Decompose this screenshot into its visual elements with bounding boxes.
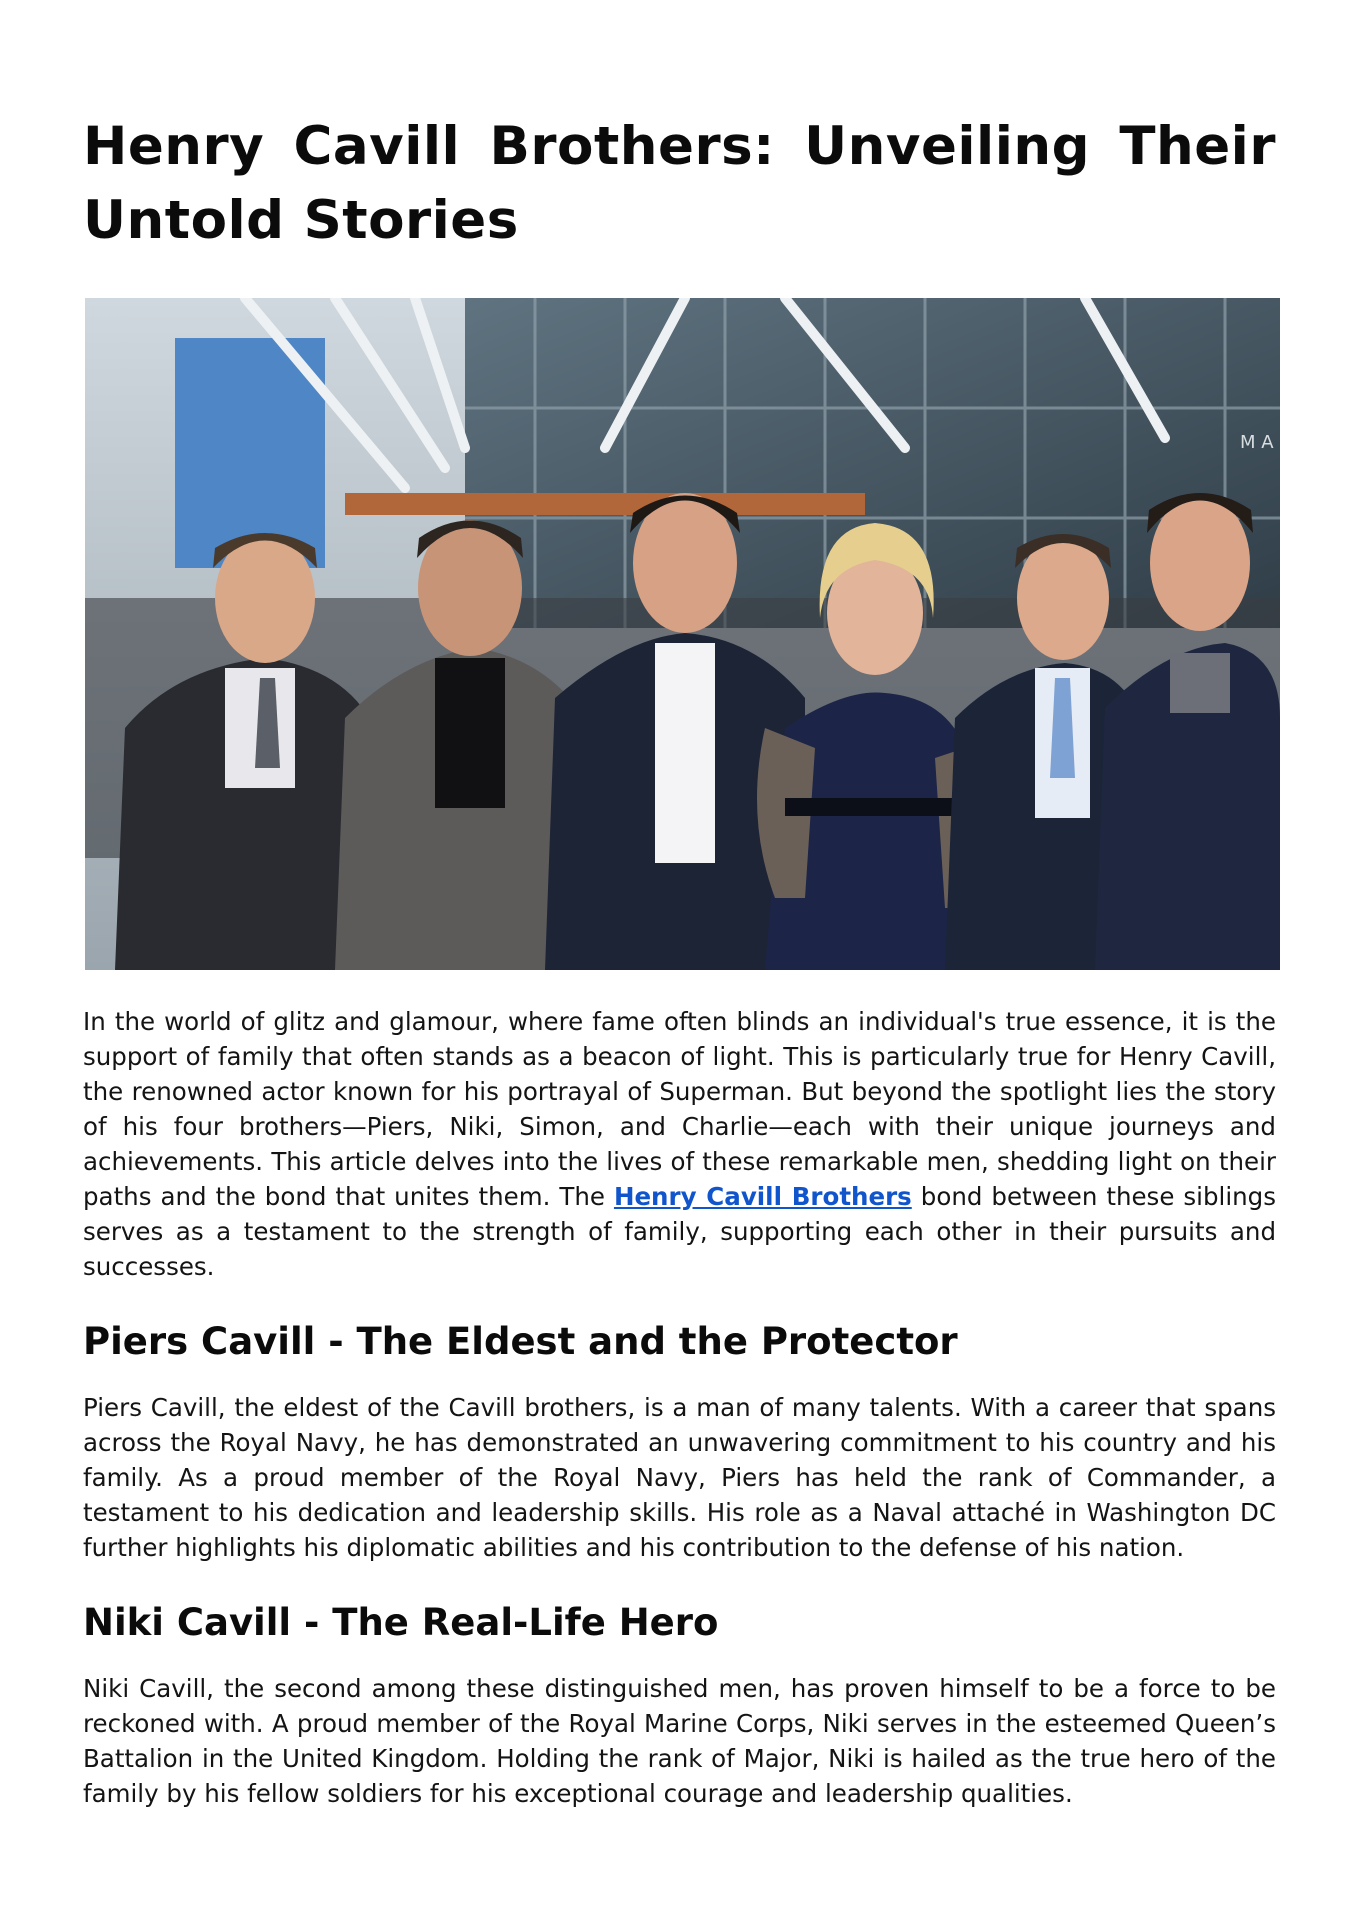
intro-text-before-link: In the world of glitz and glamour, where fame often blinds an individual's true essence, it is the support of family that often stands as a beacon of light. This is particularly true for Henry Cavill, the renowned actor known for his portrayal of Superman. But beyond the spotlight lies the story of his four brothers—Piers, Niki, Simon, and Charlie—each with their unique journeys and achievements. This article delves into the lives of these remarkable men, shedding light on their paths and the bond that unites them. The (83, 1007, 1276, 1211)
section-body-piers: Piers Cavill, the eldest of the Cavill brothers, is a man of many talents. With a career that spans across the Royal Navy, he has demonstrated an unwavering commitment to his country and his family. As a proud member of the Royal Navy, Piers has held the rank of Commander, a testament to his dedication and leadership skills. His role as a Naval attaché in Washington DC further highlights his diplomatic abilities and his contribution to the defense of his nation. (83, 1393, 1276, 1562)
hero-photo-illustration (85, 298, 1280, 970)
hero-photo (85, 298, 1280, 970)
section-heading-piers: Piers Cavill - The Eldest and the Protector (83, 1320, 958, 1363)
intro-paragraph (83, 1004, 1276, 1284)
section-body-niki: Niki Cavill, the second among these distinguished men, has proven himself to be a force to be reckoned with. A proud member of the Royal Marine Corps, Niki serves in the esteemed Queen’s Battalion in the United Kingdom. Holding the rank of Major, Niki is hailed as the true hero of the family by his fellow soldiers for his exceptional courage and leadership qualities. (83, 1674, 1276, 1808)
section-heading-niki: Niki Cavill - The Real-Life Hero (83, 1601, 719, 1644)
facade-letter: M A (1240, 432, 1274, 453)
article (83, 0, 1276, 1811)
intro-text-after-link: bond between these siblings serves as a testament to the strength of family, supporting each other in their pursuits and successes. (83, 1182, 1276, 1281)
article-title: Henry Cavill Brothers: Unveiling Their Untold Stories (83, 116, 1276, 251)
henry-cavill-brothers-link[interactable]: Henry Cavill Brothers (613, 1182, 912, 1211)
